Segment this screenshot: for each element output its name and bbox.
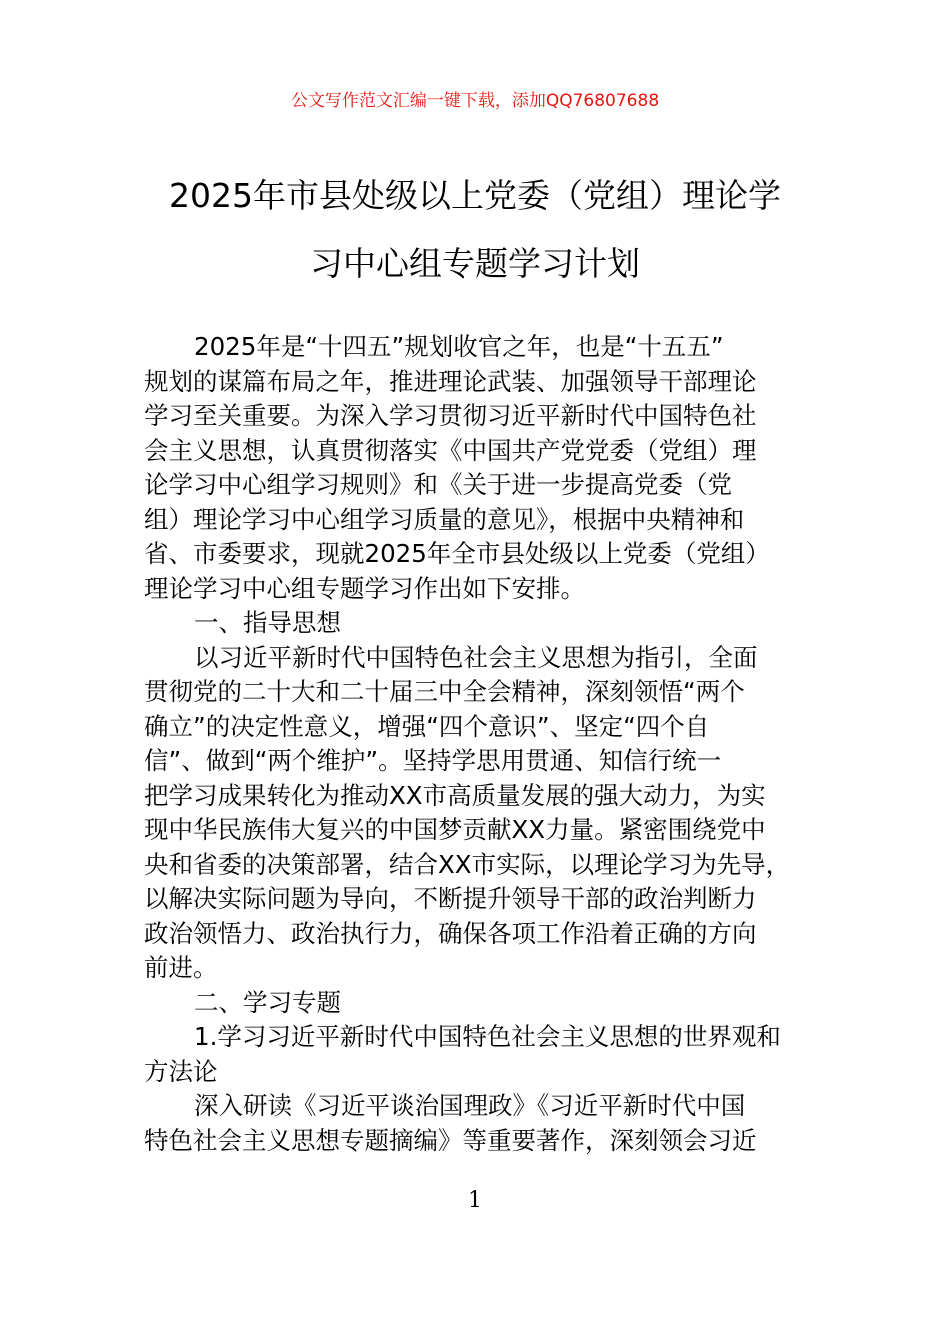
paragraph-line: 论学习中心组学习规则》和《关于进一步提高党委（党 <box>144 470 732 499</box>
page-number: 1 <box>468 1188 482 1213</box>
paragraph-line: 深入研读《习近平谈治国理政》《习近平新时代中国 <box>194 1091 746 1120</box>
header-note: 公文写作范文汇编一键下载，添加QQ76807688 <box>290 91 660 111</box>
paragraph-line: 2025年是“十四五”规划收官之年，也是“十五五” <box>194 332 724 361</box>
paragraph-line: 省、市委要求，现就2025年全市县处级以上党委（党组） <box>144 539 770 568</box>
paragraph-line: 把学习成果转化为推动XX市高质量发展的强大动力，为实 <box>144 780 766 810</box>
paragraph-line: 特色社会主义思想专题摘编》等重要著作，深刻领会习近 <box>144 1125 757 1155</box>
paragraph-line: 以解决实际问题为导向，不断提升领导干部的政治判断力 <box>144 884 757 913</box>
body-text <box>144 330 834 1158</box>
paragraph-line: 会主义思想，认真贯彻落实《中国共产党党委（党组）理 <box>144 435 757 465</box>
paragraph-line: 贯彻党的二十大和二十届三中全会精神，深刻领悟“两个 <box>144 677 745 706</box>
section-heading: 一、指导思想 <box>194 608 341 637</box>
paragraph-line: 前进。 <box>144 953 218 982</box>
paragraph-line: 以习近平新时代中国特色社会主义思想为指引，全面 <box>194 642 758 672</box>
paragraph-line: 政治领悟力、政治执行力，确保各项工作沿着正确的方向 <box>144 918 757 948</box>
paragraph-line: 学习至关重要。为深入学习贯彻习近平新时代中国特色社 <box>144 401 757 430</box>
paragraph-line: 确立”的决定性意义，增强“四个意识”、坚定“四个自 <box>144 711 710 741</box>
subsection-heading: 1.学习习近平新时代中国特色社会主义思想的世界观和 <box>194 1022 781 1051</box>
section-heading: 二、学习专题 <box>194 987 341 1017</box>
subsection-heading: 方法论 <box>144 1056 218 1086</box>
paragraph-line: 央和省委的决策部署，结合XX市实际，以理论学习为先导， <box>144 849 791 879</box>
paragraph-line: 理论学习中心组专题学习作出如下安排。 <box>144 573 585 603</box>
paragraph-line: 现中华民族伟大复兴的中国梦贡献XX力量。紧密围绕党中 <box>144 815 766 844</box>
document-title-line-1: 2025年市县处级以上党委（党组）理论学 <box>169 176 781 215</box>
paragraph-line: 组）理论学习中心组学习质量的意见》，根据中央精神和 <box>144 504 745 534</box>
paragraph-line: 规划的谋篇布局之年，推进理论武装、加强领导干部理论 <box>144 366 757 396</box>
paragraph-line: 信”、做到“两个维护”。坚持学思用贯通、知信行统一 <box>144 746 722 775</box>
document-title-line-2: 习中心组专题学习计划 <box>310 244 640 283</box>
